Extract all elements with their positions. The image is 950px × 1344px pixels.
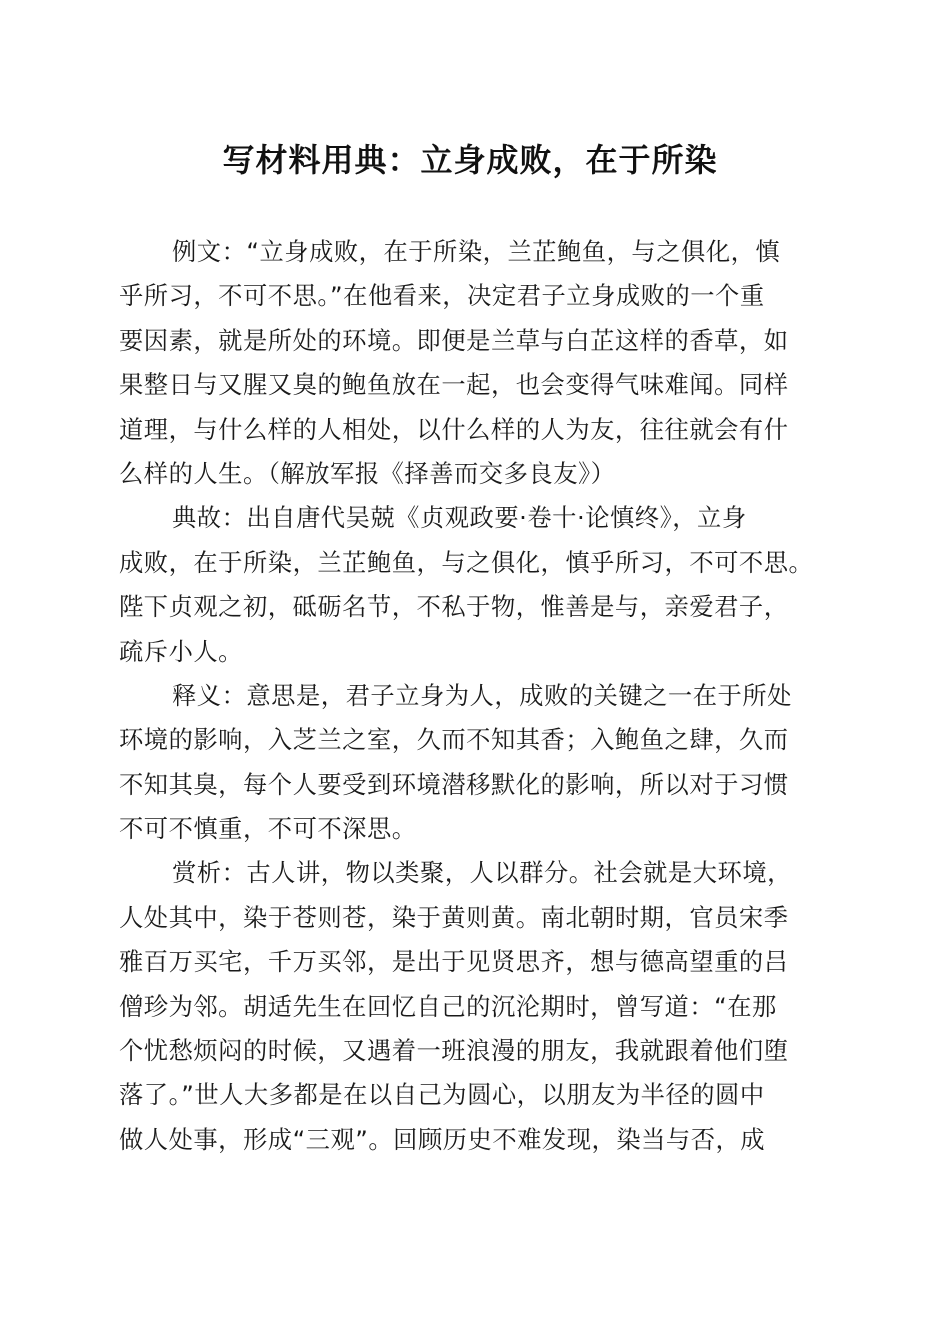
paragraph-meaning xyxy=(119,674,879,852)
text-line: 环境的影响，入芝兰之室，久而不知其香；入鲍鱼之肆，久而 xyxy=(119,725,789,755)
text-line: 例文：“立身成败，在于所染，兰芷鲍鱼，与之俱化，慎 xyxy=(172,237,781,266)
document-title: 写材料用典：立身成败，在于所染 xyxy=(222,141,718,179)
text-line: 赏析：古人讲，物以类聚，人以群分。社会就是大环境， xyxy=(172,858,792,888)
text-line: 雅百万买宅，千万买邻，是出于见贤思齐，想与德高望重的吕 xyxy=(119,947,789,977)
text-line: 成败，在于所染，兰芷鲍鱼，与之俱化，慎乎所习，不可不思。 xyxy=(119,547,814,577)
paragraph-example xyxy=(119,230,879,496)
text-line: 陛下贞观之初，砥砺名节，不私于物，惟善是与，亲爱君子， xyxy=(119,592,789,622)
text-line: 释义：意思是，君子立身为人，成败的关键之一在于所处 xyxy=(172,680,792,710)
text-line: 落了。”世人大多都是在以自己为圆心，以朋友为半径的圆中 xyxy=(119,1080,765,1110)
text-line: 疏斥小人。 xyxy=(119,636,243,666)
text-line: 要因素，就是所处的环境。即便是兰草与白芷这样的香草，如 xyxy=(119,325,789,355)
text-line: 做人处事，形成“三观”。回顾历史不难发现，染当与否，成 xyxy=(119,1124,766,1154)
text-line: 僧珍为邻。胡适先生在回忆自己的沉沦期时，曾写道：“在那 xyxy=(119,991,777,1021)
text-line: 个忧愁烦闷的时候，又遇着一班浪漫的朋友，我就跟着他们堕 xyxy=(119,1036,789,1066)
text-line: 不可不慎重，不可不深思。 xyxy=(119,814,417,844)
paragraph-appreciation xyxy=(119,851,879,1162)
document-body xyxy=(119,230,879,1162)
text-line: 道理，与什么样的人相处，以什么样的人为友，往往就会有什 xyxy=(119,414,789,444)
text-line: 么样的人生。（解放军报《择善而交多良友》） xyxy=(119,458,616,488)
text-line: 典故：出自唐代吴兢《贞观政要·卷十·论慎终》，立身 xyxy=(172,503,747,533)
text-line: 果整日与又腥又臭的鲍鱼放在一起，也会变得气味难闻。同样 xyxy=(119,370,789,400)
text-line: 人处其中，染于苍则苍，染于黄则黄。南北朝时期，官员宋季 xyxy=(119,902,789,932)
paragraph-allusion xyxy=(119,496,879,674)
text-line: 不知其臭，每个人要受到环境潜移默化的影响，所以对于习惯 xyxy=(119,769,789,799)
text-line: 乎所习，不可不思。”在他看来，决定君子立身成败的一个重 xyxy=(119,281,765,311)
